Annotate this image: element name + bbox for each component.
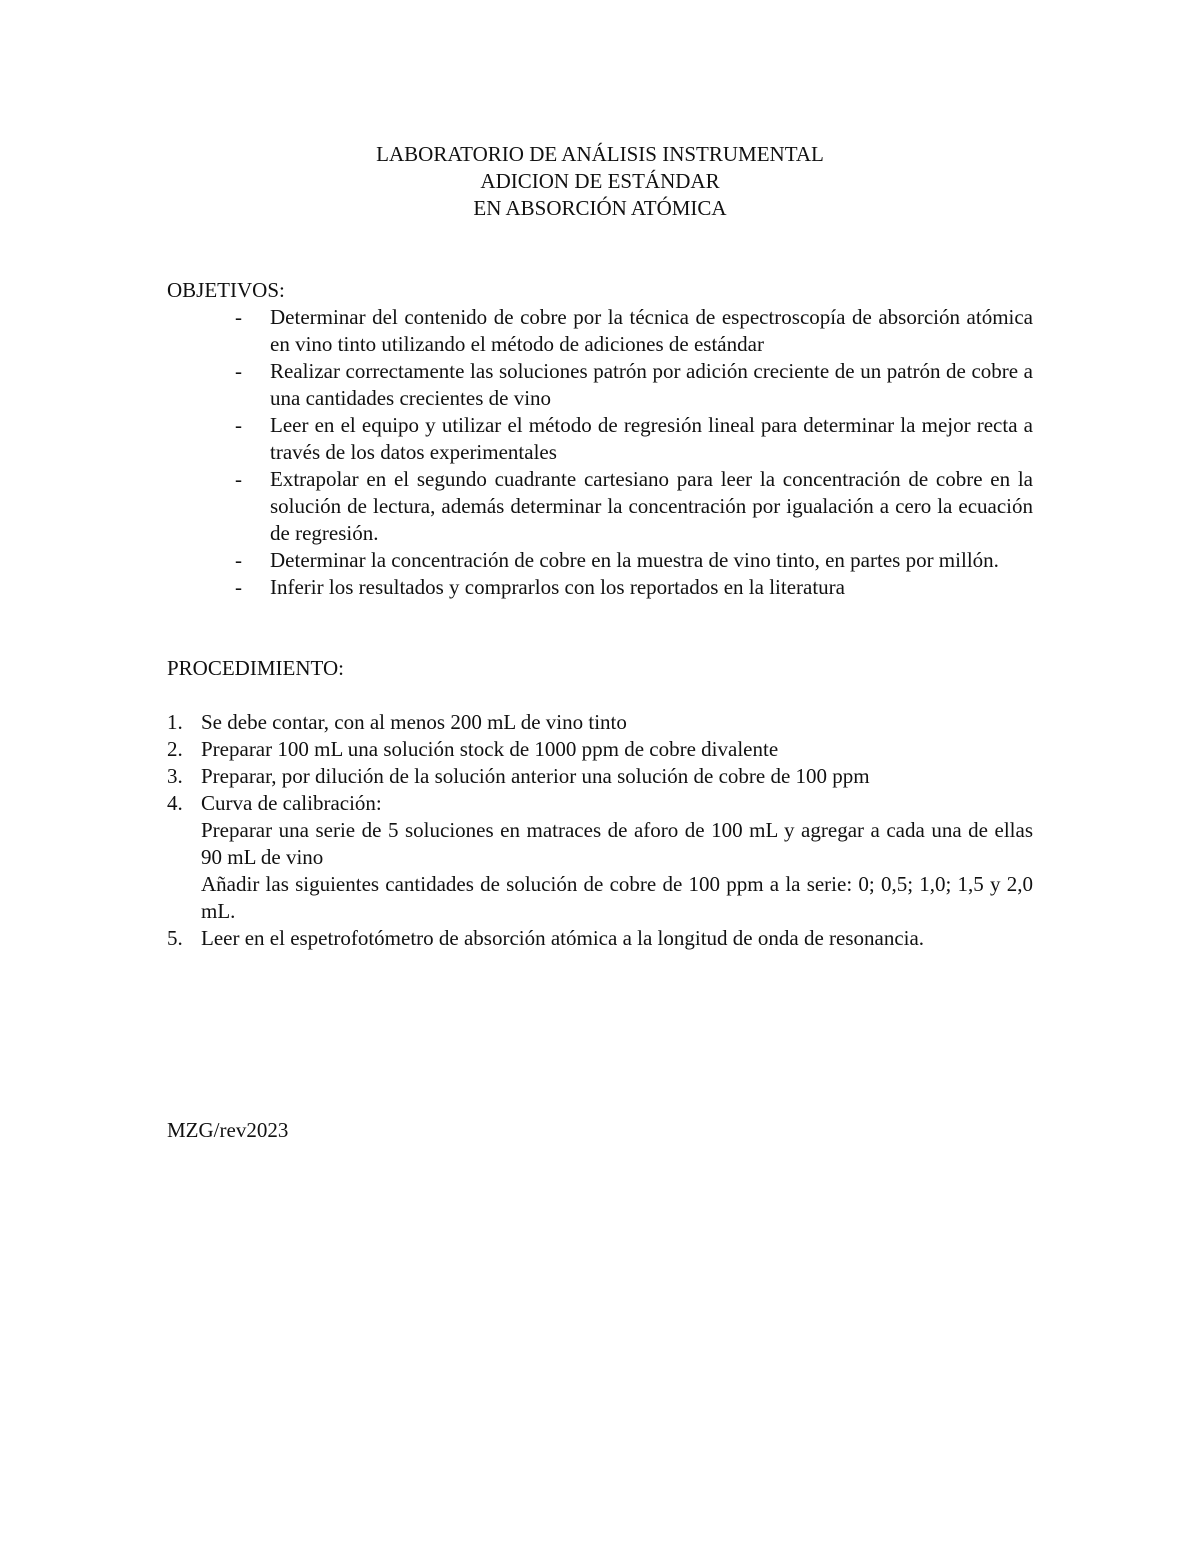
step-number: 4. bbox=[167, 791, 183, 815]
objective-item bbox=[0, 412, 1200, 466]
procedure-steps bbox=[0, 709, 1200, 952]
objective-text: Inferir los resultados y comprarlos con los reportados en la literatura bbox=[270, 575, 845, 599]
objectives-heading: OBJETIVOS: bbox=[167, 278, 285, 302]
bullet-dash: - bbox=[235, 575, 242, 599]
objective-item bbox=[0, 304, 1200, 358]
objective-item bbox=[0, 358, 1200, 412]
calibration-detail: Preparar una serie de 5 soluciones en matraces de aforo de 100 mL y agregar a cada una de ellas 90 mL de vino bbox=[201, 818, 1033, 869]
step-number: 2. bbox=[167, 737, 183, 761]
bullet-dash: - bbox=[235, 359, 242, 383]
objective-text: Extrapolar en el segundo cuadrante cartesiano para leer la concentración de cobre en la solución de lectura, además determinar la concentración por igualación a cero la ecuación de regresión. bbox=[270, 467, 1033, 545]
procedure-step bbox=[0, 763, 1200, 790]
step-text: Preparar 100 mL una solución stock de 1000 ppm de cobre divalente bbox=[201, 737, 779, 761]
bullet-dash: - bbox=[235, 413, 242, 437]
bullet-dash: - bbox=[235, 467, 242, 491]
step-text: Leer en el espetrofotómetro de absorción atómica a la longitud de onda de resonancia. bbox=[201, 926, 925, 950]
step-text: Preparar, por dilución de la solución anterior una solución de cobre de 100 ppm bbox=[201, 764, 870, 788]
step-number: 3. bbox=[167, 764, 183, 788]
bullet-dash: - bbox=[235, 548, 242, 572]
objective-item bbox=[0, 547, 1200, 574]
procedure-step bbox=[0, 709, 1200, 736]
objectives-list bbox=[0, 304, 1200, 601]
step-number: 1. bbox=[167, 710, 183, 734]
objective-item bbox=[0, 574, 1200, 601]
title-line-1: LABORATORIO DE ANÁLISIS INSTRUMENTAL bbox=[376, 142, 824, 166]
step-text: Se debe contar, con al menos 200 mL de vino tinto bbox=[201, 710, 627, 734]
objective-text: Determinar la concentración de cobre en la muestra de vino tinto, en partes por millón. bbox=[270, 548, 999, 572]
procedure-step bbox=[0, 925, 1200, 952]
objective-text: Realizar correctamente las soluciones patrón por adición creciente de un patrón de cobre a una cantidades crecientes de vino bbox=[270, 359, 1033, 410]
procedure-heading: PROCEDIMIENTO: bbox=[167, 656, 344, 680]
calibration-detail: Añadir las siguientes cantidades de solución de cobre de 100 ppm a la serie: 0; 0,5; 1,0; 1,5 y 2,0 mL. bbox=[201, 872, 1033, 923]
procedure-step bbox=[0, 790, 1200, 925]
objective-text: Leer en el equipo y utilizar el método de regresión lineal para determinar la mejor recta a través de los datos experimentales bbox=[270, 413, 1033, 464]
step-text: Curva de calibración: bbox=[201, 791, 382, 815]
procedure-step bbox=[0, 736, 1200, 763]
step-number: 5. bbox=[167, 926, 183, 950]
objective-item bbox=[0, 466, 1200, 547]
title-line-3: EN ABSORCIÓN ATÓMICA bbox=[473, 196, 727, 220]
document-title bbox=[0, 141, 1200, 222]
title-line-2: ADICION DE ESTÁNDAR bbox=[480, 169, 720, 193]
revision-code: MZG/rev2023 bbox=[167, 1118, 289, 1142]
objective-text: Determinar del contenido de cobre por la técnica de espectroscopía de absorción atómica en vino tinto utilizando el método de adiciones de estándar bbox=[270, 305, 1033, 356]
bullet-dash: - bbox=[235, 305, 242, 329]
